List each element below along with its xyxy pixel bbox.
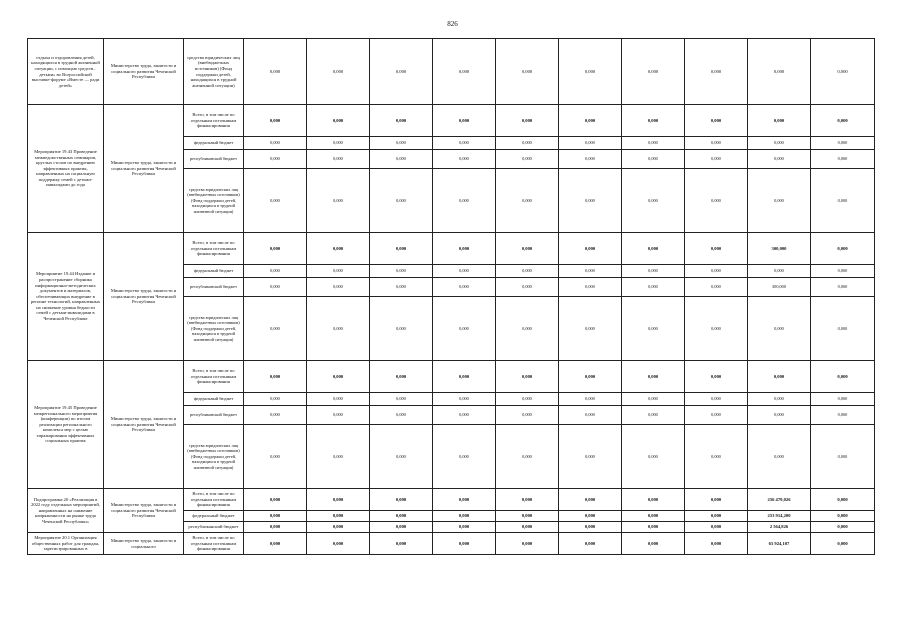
value-cell: 0,000 — [622, 137, 685, 150]
value-cell: 0,000 — [307, 511, 370, 522]
value-cell: 0,000 — [622, 39, 685, 105]
value-cell: 0,000 — [748, 39, 811, 105]
source-cell: федеральный бюджет — [184, 265, 244, 278]
value-cell: 0,000 — [559, 393, 622, 406]
value-cell: 0,000 — [685, 489, 748, 511]
value-cell: 0,000 — [559, 489, 622, 511]
value-cell: 0,000 — [811, 278, 875, 297]
value-cell: 0,000 — [559, 233, 622, 265]
value-cell: 0,000 — [496, 169, 559, 233]
value-cell: 0,000 — [370, 137, 433, 150]
value-cell: 0,000 — [433, 489, 496, 511]
value-cell: 0,000 — [748, 393, 811, 406]
value-cell: 0,000 — [559, 297, 622, 361]
value-cell: 0,000 — [244, 393, 307, 406]
value-cell: 0,000 — [811, 265, 875, 278]
source-cell: республиканский бюджет — [184, 150, 244, 169]
table-row — [28, 233, 875, 265]
source-cell: средства юридических лиц (внебюджетных источников) (Фонд поддержки детей, находящихся в трудной жизненной ситуации) — [184, 39, 244, 105]
value-cell: 0,000 — [559, 39, 622, 105]
value-cell: 0,000 — [433, 265, 496, 278]
value-cell: 0,000 — [496, 105, 559, 137]
measure-cell: Мероприятие 19.44 Издание и распространение сборника информационно-методических документов и материалов, обеспечивающих внедрение в регионе технологий, направленных на снижение уровня бедности семей с детьми-инвалидами в Чеченской Республике — [28, 233, 104, 361]
value-cell: 0,000 — [622, 297, 685, 361]
value-cell: 0,000 — [433, 150, 496, 169]
value-cell: 0,000 — [811, 150, 875, 169]
value-cell: 0,000 — [622, 522, 685, 533]
value-cell: 0,000 — [433, 278, 496, 297]
value-cell: 0,000 — [307, 522, 370, 533]
value-cell: 0,000 — [685, 233, 748, 265]
value-cell: 0,000 — [244, 150, 307, 169]
value-cell: 0,000 — [433, 137, 496, 150]
source-cell: Всего, в том числе по отдельным источникам финансирования — [184, 105, 244, 137]
value-cell: 0,000 — [244, 137, 307, 150]
value-cell: 0,000 — [622, 533, 685, 555]
measure-cell: Мероприятие 19.43 Проведение межведомственных семинаров, круглых столов по внедрению эффективных практик, направленных на социальную поддержку семей с детьми-инвалидами до года — [28, 105, 104, 233]
value-cell: 300,000 — [748, 233, 811, 265]
value-cell: 0,000 — [748, 150, 811, 169]
executor-cell: Министерство труда, занятости и социального развития Чеченской Республики — [104, 39, 184, 105]
value-cell: 0,000 — [244, 233, 307, 265]
value-cell: 0,000 — [307, 361, 370, 393]
value-cell: 0,000 — [307, 233, 370, 265]
value-cell: 0,000 — [433, 533, 496, 555]
value-cell: 0,000 — [622, 169, 685, 233]
executor-cell: Министерство труда, занятости и социального развития Чеченской Республики — [104, 361, 184, 489]
value-cell: 0,000 — [307, 169, 370, 233]
value-cell: 0,000 — [370, 522, 433, 533]
value-cell: 0,000 — [622, 489, 685, 511]
value-cell: 0,000 — [370, 511, 433, 522]
value-cell: 0,000 — [307, 137, 370, 150]
value-cell: 0,000 — [811, 489, 875, 511]
value-cell: 0,000 — [244, 425, 307, 489]
table-row — [28, 105, 875, 137]
source-cell: федеральный бюджет — [184, 511, 244, 522]
value-cell: 0,000 — [559, 533, 622, 555]
value-cell: 0,000 — [496, 297, 559, 361]
value-cell: 253 914,200 — [748, 511, 811, 522]
value-cell: 0,000 — [559, 425, 622, 489]
value-cell: 0,000 — [748, 105, 811, 137]
value-cell: 0,000 — [433, 425, 496, 489]
value-cell: 0,000 — [811, 511, 875, 522]
value-cell: 0,000 — [496, 406, 559, 425]
value-cell: 0,000 — [811, 233, 875, 265]
value-cell: 0,000 — [433, 361, 496, 393]
value-cell: 0,000 — [244, 522, 307, 533]
value-cell: 0,000 — [496, 278, 559, 297]
value-cell: 0,000 — [244, 489, 307, 511]
value-cell: 0,000 — [307, 533, 370, 555]
executor-cell: Министерство труда, занятости и социального развития Чеченской Республики — [104, 105, 184, 233]
value-cell: 0,000 — [307, 39, 370, 105]
value-cell: 0,000 — [685, 361, 748, 393]
source-cell: республиканский бюджет — [184, 406, 244, 425]
value-cell: 0,000 — [559, 169, 622, 233]
value-cell: 0,000 — [244, 297, 307, 361]
executor-cell: Министерство труда, занятости и социального развития Чеченской Республики — [104, 489, 184, 533]
value-cell: 0,000 — [748, 406, 811, 425]
value-cell: 0,000 — [685, 533, 748, 555]
value-cell: 0,000 — [370, 278, 433, 297]
source-cell: Всего, в том числе по отдельным источникам финансирования — [184, 533, 244, 555]
value-cell: 0,000 — [433, 297, 496, 361]
value-cell: 0,000 — [244, 105, 307, 137]
value-cell: 0,000 — [622, 361, 685, 393]
value-cell: 0,000 — [811, 406, 875, 425]
value-cell: 0,000 — [811, 39, 875, 105]
value-cell: 0,000 — [622, 105, 685, 137]
value-cell: 0,000 — [370, 150, 433, 169]
value-cell: 0,000 — [622, 511, 685, 522]
value-cell: 0,000 — [685, 150, 748, 169]
value-cell: 0,000 — [811, 297, 875, 361]
value-cell: 0,000 — [433, 511, 496, 522]
value-cell: 0,000 — [496, 393, 559, 406]
value-cell: 0,000 — [370, 39, 433, 105]
value-cell: 0,000 — [748, 425, 811, 489]
value-cell: 0,000 — [433, 393, 496, 406]
value-cell: 0,000 — [496, 425, 559, 489]
value-cell: 0,000 — [811, 105, 875, 137]
measure-cell: Мероприятие 19.45 Проведение межрегионального мероприятия (конференции) по итогам реализации регионального комплекса мер с целью тиражирования эффективных социальных практик — [28, 361, 104, 489]
value-cell: 0,000 — [559, 406, 622, 425]
value-cell: 0,000 — [559, 361, 622, 393]
value-cell: 256 479,026 — [748, 489, 811, 511]
value-cell: 0,000 — [685, 169, 748, 233]
value-cell: 0,000 — [244, 39, 307, 105]
source-cell: средства юридических лиц (внебюджетных источников) (Фонд поддержки детей, находящихся в трудной жизненной ситуации) — [184, 297, 244, 361]
value-cell: 0,000 — [496, 150, 559, 169]
page-number: 826 — [447, 20, 458, 28]
value-cell: 0,000 — [811, 169, 875, 233]
value-cell: 0,000 — [748, 361, 811, 393]
value-cell: 0,000 — [307, 489, 370, 511]
value-cell: 0,000 — [811, 393, 875, 406]
value-cell: 0,000 — [433, 169, 496, 233]
value-cell: 0,000 — [685, 393, 748, 406]
source-cell: средства юридических лиц (внебюджетных источников) (Фонд поддержки детей, находящихся в трудной жизненной ситуации) — [184, 425, 244, 489]
value-cell: 0,000 — [685, 265, 748, 278]
value-cell: 0,000 — [811, 522, 875, 533]
value-cell: 0,000 — [622, 265, 685, 278]
table-row — [28, 489, 875, 511]
subprogram-cell: Подпрограмма 20 «Реализация в 2022 году отдельных мероприятий, направленных на снижение напряженности на рынке труда Чеченской Республики» — [28, 489, 104, 533]
value-cell: 0,000 — [433, 522, 496, 533]
value-cell: 0,000 — [307, 265, 370, 278]
value-cell: 0,000 — [622, 406, 685, 425]
value-cell: 0,000 — [307, 278, 370, 297]
value-cell: 0,000 — [370, 233, 433, 265]
value-cell: 0,000 — [307, 406, 370, 425]
executor-cell: Министерство труда, занятости и социального — [104, 533, 184, 555]
value-cell: 0,000 — [370, 425, 433, 489]
value-cell: 0,000 — [685, 137, 748, 150]
value-cell: 0,000 — [685, 511, 748, 522]
value-cell: 0,000 — [496, 511, 559, 522]
value-cell: 0,000 — [244, 361, 307, 393]
value-cell: 0,000 — [811, 361, 875, 393]
value-cell: 0,000 — [244, 265, 307, 278]
value-cell: 0,000 — [811, 137, 875, 150]
value-cell: 0,000 — [370, 406, 433, 425]
value-cell: 0,000 — [559, 137, 622, 150]
value-cell: 0,000 — [370, 265, 433, 278]
value-cell: 0,000 — [559, 522, 622, 533]
source-cell: Всего, в том числе по отдельным источникам финансирования — [184, 489, 244, 511]
value-cell: 0,000 — [685, 278, 748, 297]
source-cell: федеральный бюджет — [184, 137, 244, 150]
value-cell: 0,000 — [307, 150, 370, 169]
value-cell: 0,000 — [370, 105, 433, 137]
value-cell: 0,000 — [685, 406, 748, 425]
source-cell: республиканский бюджет — [184, 278, 244, 297]
value-cell: 0,000 — [748, 169, 811, 233]
value-cell: 0,000 — [370, 489, 433, 511]
value-cell: 0,000 — [559, 150, 622, 169]
budget-table — [27, 38, 875, 555]
value-cell: 0,000 — [307, 393, 370, 406]
value-cell: 0,000 — [748, 265, 811, 278]
value-cell: 0,000 — [370, 297, 433, 361]
value-cell: 0,000 — [307, 425, 370, 489]
value-cell: 0,000 — [622, 425, 685, 489]
value-cell: 0,000 — [244, 511, 307, 522]
value-cell: 0,000 — [370, 393, 433, 406]
value-cell: 0,000 — [370, 533, 433, 555]
value-cell: 0,000 — [685, 522, 748, 533]
source-cell: федеральный бюджет — [184, 393, 244, 406]
measure-cell: отдыха и оздоровления детей, находящихся в трудной жизненной ситуации, с помощью средств... детьми» во Всероссийской выставке-форуме «Вместе — ради детей» — [28, 39, 104, 105]
value-cell: 0,000 — [559, 265, 622, 278]
source-cell: республиканский бюджет — [184, 522, 244, 533]
value-cell: 65 924,107 — [748, 533, 811, 555]
value-cell: 0,000 — [307, 297, 370, 361]
value-cell: 0,000 — [559, 105, 622, 137]
value-cell: 0,000 — [496, 533, 559, 555]
value-cell: 0,000 — [496, 137, 559, 150]
value-cell: 0,000 — [496, 39, 559, 105]
table-row — [28, 361, 875, 393]
executor-cell: Министерство труда, занятости и социального развития Чеченской Республики — [104, 233, 184, 361]
value-cell: 0,000 — [244, 406, 307, 425]
value-cell: 0,000 — [685, 105, 748, 137]
measure-cell: Мероприятие 20.1 Организация общественных работ для граждан, зарегистрированных в — [28, 533, 104, 555]
value-cell: 0,000 — [370, 361, 433, 393]
value-cell: 0,000 — [559, 511, 622, 522]
value-cell: 2 564,826 — [748, 522, 811, 533]
table-row — [28, 39, 875, 105]
source-cell: Всего, в том числе по отдельным источникам финансирования — [184, 361, 244, 393]
value-cell: 0,000 — [748, 297, 811, 361]
value-cell: 0,000 — [622, 278, 685, 297]
value-cell: 0,000 — [748, 137, 811, 150]
value-cell: 0,000 — [685, 297, 748, 361]
value-cell: 0,000 — [244, 278, 307, 297]
value-cell: 0,000 — [496, 233, 559, 265]
table-row — [28, 533, 875, 555]
value-cell: 0,000 — [244, 533, 307, 555]
source-cell: Всего, в том числе по отдельным источникам финансирования — [184, 233, 244, 265]
value-cell: 0,000 — [307, 105, 370, 137]
value-cell: 300,000 — [748, 278, 811, 297]
value-cell: 0,000 — [433, 39, 496, 105]
value-cell: 0,000 — [559, 278, 622, 297]
value-cell: 0,000 — [433, 406, 496, 425]
value-cell: 0,000 — [811, 533, 875, 555]
value-cell: 0,000 — [811, 425, 875, 489]
value-cell: 0,000 — [496, 361, 559, 393]
value-cell: 0,000 — [496, 522, 559, 533]
value-cell: 0,000 — [622, 233, 685, 265]
value-cell: 0,000 — [496, 265, 559, 278]
value-cell: 0,000 — [685, 425, 748, 489]
value-cell: 0,000 — [622, 393, 685, 406]
value-cell: 0,000 — [244, 169, 307, 233]
value-cell: 0,000 — [622, 150, 685, 169]
value-cell: 0,000 — [433, 233, 496, 265]
value-cell: 0,000 — [496, 489, 559, 511]
value-cell: 0,000 — [370, 169, 433, 233]
value-cell: 0,000 — [685, 39, 748, 105]
value-cell: 0,000 — [433, 105, 496, 137]
source-cell: средства юридических лиц (внебюджетных источников) (Фонд поддержки детей, находящихся в трудной жизненной ситуации) — [184, 169, 244, 233]
